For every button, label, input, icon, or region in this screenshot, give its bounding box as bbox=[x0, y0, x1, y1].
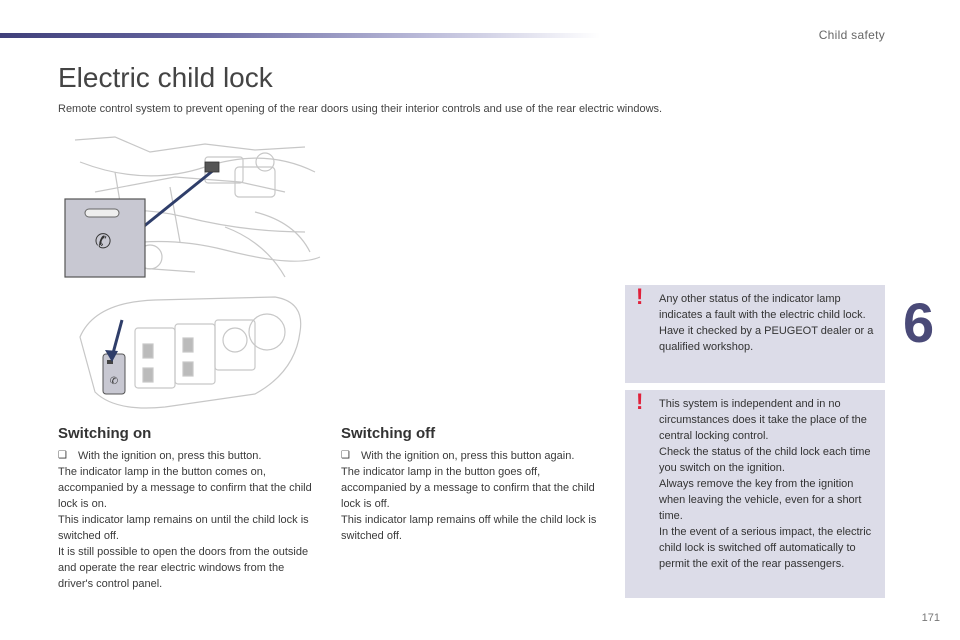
bullet-icon: ❑ bbox=[58, 450, 67, 461]
svg-text:✆: ✆ bbox=[109, 376, 119, 387]
warning-line: Any other status of the indicator lamp indicates a fault with the electric child lock. bbox=[659, 293, 866, 321]
warning-line: Have it checked by a PEUGEOT dealer or a qualified workshop. bbox=[659, 325, 874, 353]
warning-line: Always remove the key from the ignition when leaving the vehicle, even for a short time. bbox=[659, 478, 862, 522]
switching-off-bullet-text: With the ignition on, press this button again. bbox=[361, 450, 575, 462]
svg-text:✆: ✆ bbox=[94, 229, 112, 253]
child-lock-button-enlarged bbox=[65, 199, 145, 277]
page-number: 171 bbox=[921, 612, 940, 624]
section-label: Child safety bbox=[818, 28, 885, 42]
warning-box-independent bbox=[625, 390, 885, 598]
switching-on-text bbox=[58, 448, 318, 592]
switching-off-line: The indicator lamp in the button goes off, accompanied by a message to confirm that the child lock is off. bbox=[341, 466, 595, 510]
switching-off-heading: Switching off bbox=[341, 425, 436, 442]
exclamation-icon: ! bbox=[636, 284, 644, 309]
switching-off-line: This indicator lamp remains off while the child lock is switched off. bbox=[341, 514, 597, 542]
switching-on-line: It is still possible to open the doors from the outside and operate the rear electric windows from the driver's control panel. bbox=[58, 546, 309, 590]
intro-text: Remote control system to prevent opening of the rear doors using their interior controls and use of the rear electric windows. bbox=[58, 103, 663, 115]
exclamation-icon: ! bbox=[636, 389, 644, 414]
header-gradient-bar bbox=[0, 33, 600, 38]
warning-line: In the event of a serious impact, the electric child lock is switched off automatically to permit the exit of the rear passengers. bbox=[659, 526, 872, 570]
warning-line: Check the status of the child lock each time you switch on the ignition. bbox=[659, 446, 871, 474]
switching-on-line: This indicator lamp remains on until the child lock is switched off. bbox=[58, 514, 309, 542]
page-title: Electric child lock bbox=[58, 62, 273, 93]
warning-box-fault bbox=[625, 285, 885, 383]
switching-on-heading: Switching on bbox=[58, 425, 152, 442]
switching-on-bullet-text: With the ignition on, press this button. bbox=[78, 450, 262, 462]
child-lock-illustration bbox=[55, 132, 325, 417]
warning-line: This system is independent and in no circumstances does it take the place of the central locking control. bbox=[659, 398, 867, 442]
switching-on-line: The indicator lamp in the button comes on, accompanied by a message to confirm that the child lock is on. bbox=[58, 466, 312, 510]
switching-off-text bbox=[341, 448, 601, 544]
chapter-number: 6 bbox=[903, 291, 935, 354]
switching-off-bullet bbox=[341, 448, 601, 464]
switching-on-bullet bbox=[58, 448, 318, 464]
bullet-icon: ❑ bbox=[341, 450, 350, 461]
